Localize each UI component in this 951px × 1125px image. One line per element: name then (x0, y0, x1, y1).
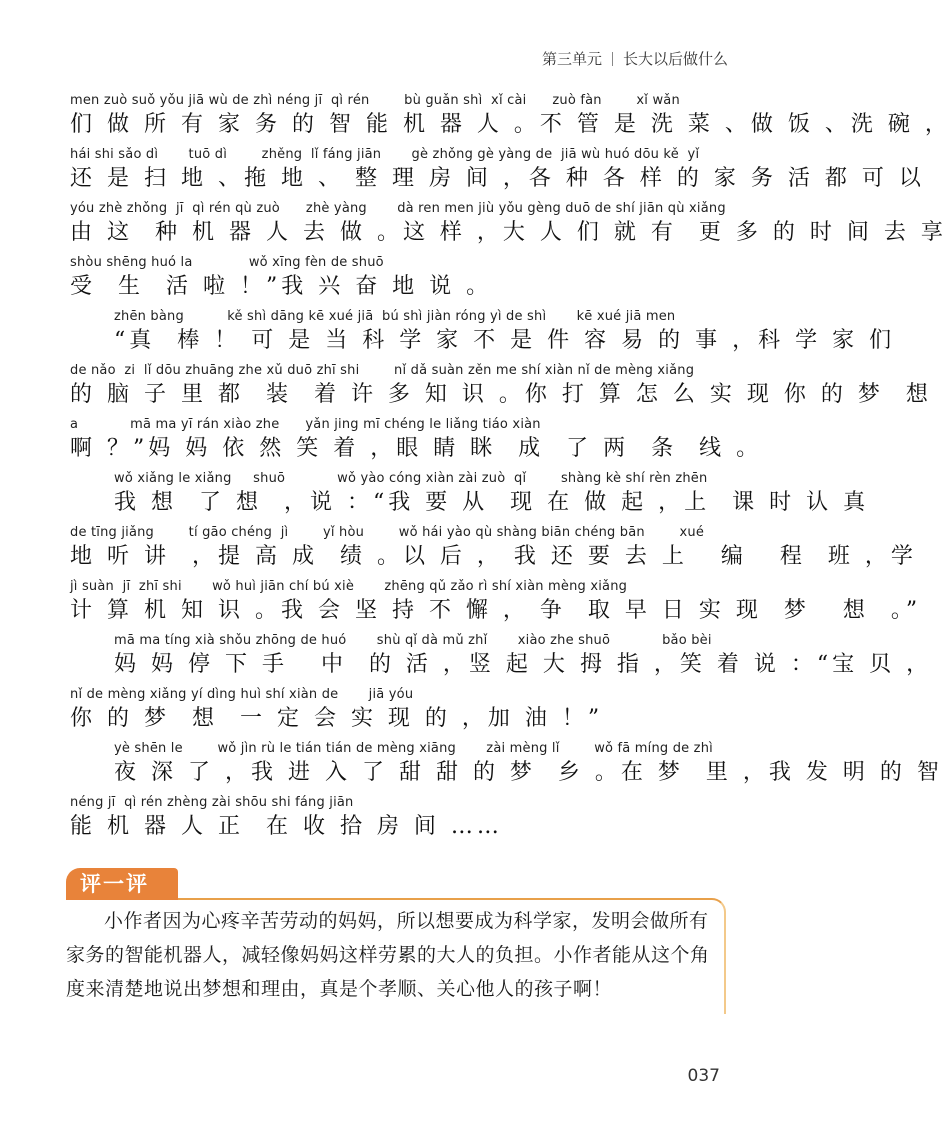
pinyin-line: shòu shēng huó la wǒ xīng fèn de shuō (70, 255, 384, 270)
chinese-line: 能 机 器 人 正 在 收 拾 房 间 …… (70, 814, 503, 839)
story-line (70, 416, 763, 470)
story-line (70, 470, 870, 524)
chinese-line: 我 想 了 想 ，说 ：“我 要 从 现 在 做 起 ，上 课 时 认 真 (114, 490, 870, 515)
story-line (70, 740, 943, 794)
story-line (70, 92, 951, 146)
chinese-line: 啊 ？”妈 妈 依 然 笑 着 ，眼 睛 眯 成 了 两 条 线 。 (70, 436, 763, 461)
story-line (70, 632, 933, 686)
story-line (70, 362, 932, 416)
pinyin-line: hái shi sǎo dì tuō dì zhěng lǐ fáng jiān gè zhǒng gè yàng de jiā wù huó dōu kě yǐ (70, 147, 700, 162)
pinyin-line: nǐ de mèng xiǎng yí dìng huì shí xiàn de jiā yóu (70, 687, 414, 702)
chinese-line: 的 脑 子 里 都 装 着 许 多 知 识 。你 打 算 怎 么 实 现 你 的 梦 想 (70, 382, 932, 407)
unit-label: 第三单元 (541, 50, 602, 68)
pinyin-line: de nǎo zi lǐ dōu zhuāng zhe xǔ duō zhī shi nǐ dǎ suàn zěn me shí xiàn nǐ de mèng xiǎng (70, 363, 695, 378)
chinese-line: 夜 深 了 ，我 进 入 了 甜 甜 的 梦 乡 。在 梦 里 ，我 发 明 的 智 (114, 760, 943, 785)
story-line (70, 146, 925, 200)
story-line (70, 794, 730, 848)
page-header (542, 48, 728, 69)
story-line (70, 308, 896, 362)
chinese-line: “真 棒 ！ 可 是 当 科 学 家 不 是 件 容 易 的 事 ，科 学 家 们 (114, 328, 896, 353)
story-line (70, 200, 947, 254)
chinese-line: 计 算 机 知 识 。我 会 坚 持 不 懈 ， 争 取 早 日 实 现 梦 想 。” (70, 598, 922, 623)
pinyin-line: yè shēn le wǒ jìn rù le tián tián de mèng xiāng zài mèng lǐ wǒ fā míng de zhì (114, 741, 713, 756)
chapter-title: 长大以后做什么 (622, 50, 728, 68)
pinyin-line: néng jī qì rén zhèng zài shōu shi fáng jiān (70, 795, 354, 810)
story-line (70, 524, 917, 578)
chinese-line: 你 的 梦 想 一 定 会 实 现 的 ，加 油 ！” (70, 706, 604, 731)
story-line (70, 254, 730, 308)
comment-text: 小作者因为心疼辛苦劳动的妈妈，所以想要成为科学家，发明会做所有家务的智能机器人，减轻像妈妈这样劳累的大人的负担。小作者能从这个角度来清楚地说出梦想和理由，真是个孝顺、关心他人的孩子啊！ (66, 910, 710, 1000)
pinyin-line: men zuò suǒ yǒu jiā wù de zhì néng jī qì rén bù guǎn shì xǐ cài zuò fàn xǐ wǎn (70, 93, 680, 108)
comment-title: 评一评 (66, 868, 178, 900)
pinyin-line: a mā ma yī rán xiào zhe yǎn jing mī chéng le liǎng tiáo xiàn (70, 417, 541, 432)
story-line (70, 686, 730, 740)
chinese-line: 还 是 扫 地 、拖 地 、 整 理 房 间 ，各 种 各 样 的 家 务 活 都 可 以 (70, 166, 925, 191)
chinese-line: 受 生 活 啦 ！”我 兴 奋 地 说 。 (70, 274, 493, 299)
story-text (70, 92, 951, 848)
pinyin-line: zhēn bàng kě shì dāng kē xué jiā bú shì jiàn róng yì de shì kē xué jiā men (114, 309, 676, 324)
pinyin-line: de tīng jiǎng tí gāo chéng jì yǐ hòu wǒ hái yào qù shàng biān chéng bān xué (70, 525, 705, 540)
page-number: 037 (687, 1066, 720, 1086)
chinese-line: 地 听 讲 ，提 高 成 绩 。以 后 ， 我 还 要 去 上 编 程 班 ，学 (70, 544, 917, 569)
chinese-line: 们 做 所 有 家 务 的 智 能 机 器 人 。不 管 是 洗 菜 、做 饭 、洗 碗 ， (70, 112, 951, 137)
pinyin-line: mā ma tíng xià shǒu zhōng de huó shù qǐ dà mǔ zhǐ xiào zhe shuō bǎo bèi (114, 633, 712, 648)
chinese-line: 由 这 种 机 器 人 去 做 。这 样 ，大 人 们 就 有 更 多 的 时 间 去 享 (70, 220, 947, 245)
pinyin-line: yóu zhè zhǒng jī qì rén qù zuò zhè yàng dà ren men jiù yǒu gèng duō de shí jiān qù xiǎng (70, 201, 726, 216)
story-line (70, 578, 922, 632)
pinyin-line: wǒ xiǎng le xiǎng shuō wǒ yào cóng xiàn zài zuò qǐ shàng kè shí rèn zhēn (114, 471, 708, 486)
chinese-line: 妈 妈 停 下 手 中 的 活 ，竖 起 大 拇 指 ，笑 着 说 ：“宝 贝 ， (114, 652, 933, 677)
pinyin-line: jì suàn jī zhī shi wǒ huì jiān chí bú xiè zhēng qǔ zǎo rì shí xiàn mèng xiǎng (70, 579, 628, 594)
header-divider (612, 52, 613, 66)
